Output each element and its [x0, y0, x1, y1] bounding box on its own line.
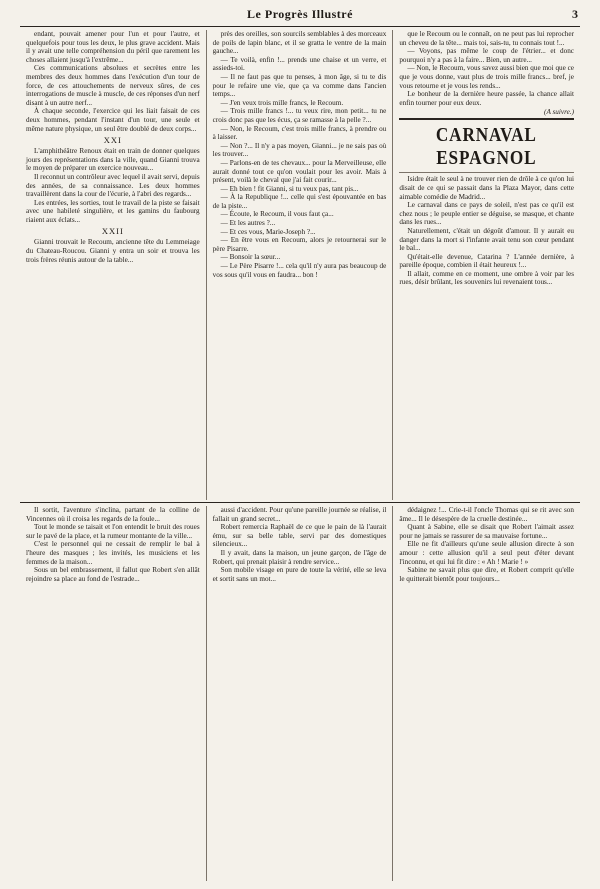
paragraph: — Et les autres ?... — [220, 219, 276, 228]
paragraph: Ces communications absolues et secrètes entre les membres des deux hommes dans l'exécution d'un tour de force, de ces attouchements de nerveux sûres, de ces interrogations de muscle à muscle, de ces réponses d'un nerf disant à un autre nerf... — [26, 64, 200, 107]
paragraph: — Non ?... Il n'y a pas moyen, Gianni... je ne sais pas où les trouver... — [212, 141, 387, 159]
paragraph: près des oreilles, son sourcils semblables à des morceaux de poils de lapin blanc, et il se gratta le ventre de la main gauche... — [212, 30, 387, 56]
paragraph: Les entrées, les sorties, tout le travail de la piste se faisait avec une habileté singulière, et les gamins du faubourg riaient aux éclats... — [26, 198, 200, 224]
to-be-continued: (A suivre.) — [544, 108, 574, 117]
paragraph: — Voyons, pas même le coup de l'étrier... et donc pourquoi n'y a pas à la faire... Bien, un autre... — [399, 47, 574, 64]
paragraph: Isidre était le seul à ne trouver rien de drôle à ce qu'on lui disait de ce qui se passait dans la Plaza Mayor, dans cette aimable comédie de Madrid... — [399, 175, 574, 201]
upper-column-1 — [20, 30, 207, 500]
paragraph: — Et ces vous, Marie-Joseph ?... — [220, 227, 316, 236]
paragraph: Il reconnut un contrôleur avec lequel il avait servi, depuis des années, de sa connaissance. Les deux hommes travaillèrent dans la cour de l'écurie, à l'abri des regards... — [26, 172, 200, 199]
paragraph: Gianni trouvait le Recoum, ancienne tête du Lemmeiage du Chateau-Roucou. Gianni y entra un soir et trouva les trois frères réunis autour de la table... — [26, 238, 200, 264]
title-rule — [399, 172, 574, 173]
paragraph: Quant à Sabine, elle se disait que Robert l'aimait assez pour ne jamais se rassurer de sa mauvaise fortune... — [399, 523, 574, 540]
paragraph: À chaque seconde, l'exercice qui les liait faisait de ces deux hommes, pendant l'instant d'un tour, une seule et même nature physique, un seul être doublé de deux corps... — [26, 107, 200, 133]
paragraph: aussi d'accident. Pour qu'une pareille journée se réalise, il fallait un grand secret... — [212, 506, 387, 523]
paragraph: — Non, le Recoum, c'est trois mille francs, à prendre ou à laisser. — [212, 124, 387, 142]
paragraph: Sous un bel embrassement, il fallut que Robert s'en allât rejoindre sa place au fond de l'estrade... — [26, 566, 200, 583]
paragraph: C'est le personnel qui ne cessait de remplir le bal à l'heure des masques ; les invités, les musiciens et les femmes de la maison... — [26, 540, 200, 566]
paragraph: Tout le monde se taisait et l'on entendit le bruit des roues sur le pavé de la place, et la rumeur montante de la ville... — [26, 523, 200, 540]
section-numeral: XXI — [103, 135, 122, 146]
paragraph: — Eh bien ! fit Gianni, si tu veux pas, tant pis... — [220, 184, 359, 193]
feuilleton-rule — [399, 118, 574, 120]
page-header — [22, 4, 578, 24]
header-rule — [20, 26, 580, 27]
paragraph: Le carnaval dans ce pays de soleil, n'est pas ce qu'il est chez nous ; le peuple entier se déguise, se masque, et chante dans les rues... — [399, 201, 574, 227]
lower-column-1 — [20, 506, 207, 881]
upper-column-2 — [207, 30, 394, 500]
paragraph: Sabine ne savait plus que dire, et Robert comprit qu'elle le quitterait bientôt pour toujours... — [399, 566, 574, 583]
section-numeral: XXII — [101, 226, 124, 237]
paragraph: Qu'était-elle devenue, Catarina ? L'année dernière, à pareille époque, combien il était heureux !... — [399, 252, 574, 270]
paragraph: — À la Republique !... celle qui s'est épouvantée en bas de la piste... — [212, 193, 387, 210]
paragraph: — Il ne faut pas que tu penses, à mon âge, si tu te dis pour le refaire une vie, que ça va comme dans l'ancien temps... — [212, 72, 387, 99]
paragraph: L'amphithéâtre Renoux était en train de donner quelques jours des représentations dans la ville, quand Gianni trouva le moyen de préparer un exercice nouveau... — [26, 147, 200, 173]
paragraph: — Non, le Recoum, vous savez aussi bien que moi que ce que je vous donne, vaut plus de trois mille francs... bref, je vous retourne et je vous les rends... — [399, 64, 574, 90]
paragraph: Le bonheur de la dernière heure passée, la chance allait enfin tourner pour eux deux. — [399, 90, 574, 107]
paragraph: dédaignez !... Crie-t-il l'oncle Thomas qui se rit avec son âme... Il le désespère de la cruelle destinée... — [399, 506, 574, 523]
paragraph: — Trois mille francs !... tu veux rire, mon petit... tu ne crois donc pas que les écus, ça se ramasse à la pelle ?... — [212, 107, 387, 124]
paragraph: — Le Père Pisarre !... cela qu'il n'y aura pas beaucoup de vos sous qu'il vous en faudra... bon ! — [212, 262, 387, 279]
paragraph: Son mobile visage en pure de toute la vérité, elle se leva et sortit sans un mot... — [212, 566, 387, 583]
paragraph: Robert remercia Raphaël de ce que le pain de là l'aurait ému, sur sa belle table, servi par des domestiques silencieux... — [212, 523, 387, 549]
paragraph: — En être vous en Recoum, alors je retournerai sur le père Pisarre. — [212, 236, 387, 253]
section-rule — [20, 502, 580, 503]
upper-column-3 — [393, 30, 580, 500]
paragraph: Naturellement, c'était un dégoût d'amour. Il y aurait eu danger dans la mort si l'infante avait tenu son cœur pendant le bal... — [399, 226, 574, 253]
paragraph: — Parlons-en de tes chevaux... pour la Merveilleuse, elle aurait donné tout ce qu'on voulait pour les avoir. Mais à présent, voilà le cheval que j'ai fait courir... — [212, 158, 387, 185]
paragraph: Il sortit, l'aventure s'inclina, partant de la colline de Vincennes où il croisa les regards de la foule... — [26, 506, 200, 523]
paragraph: — J'en veux trois mille francs, le Recoum. — [220, 98, 344, 107]
paragraph: endant, pouvait amener pour l'un et pour l'autre, et quelquefois pour tous les deux, le plus grave accident. Mais il y avait une telle compréhension du péril que rarement les choses allaient jusqu'à l'extrême... — [26, 30, 200, 64]
paragraph: — Bonsoir la sœur... — [220, 253, 281, 262]
upper-columns — [20, 30, 580, 500]
paragraph: Elle ne fit d'ailleurs qu'une seule allusion directe à son amour : cette allusion qu'il a seul peut d'éter devant l'inconnu, et qui lui fit dire : « Ah ! Marie ! » — [399, 540, 574, 566]
paragraph: — Te voilà, enfin !... prends une chaise et un verre, et assieds-toi. — [212, 55, 387, 73]
newspaper-title: Le Progrès Illustré — [247, 6, 353, 21]
paragraph: Il allait, comme en ce moment, une ombre à voir par les rues, désir brûlant, les souvenirs lui revenaient tous... — [399, 269, 574, 287]
paragraph: — Écoute, le Recoum, il vous faut ça... — [220, 210, 334, 219]
lower-column-3 — [393, 506, 580, 881]
page-number: 3 — [572, 7, 578, 21]
paragraph: que le Recoum ou le connaît, on ne peut pas lui reprocher un cheveu de la tête... mais toi, sais-tu, tu connais tout !... — [399, 30, 574, 47]
lower-columns — [20, 506, 580, 881]
paragraph: Il y avait, dans la maison, un jeune garçon, de l'âge de Robert, qui prenait plaisir à rendre service... — [212, 548, 387, 566]
feuilleton-title: CARNAVAL ESPAGNOL — [436, 124, 538, 170]
lower-column-2 — [207, 506, 394, 881]
